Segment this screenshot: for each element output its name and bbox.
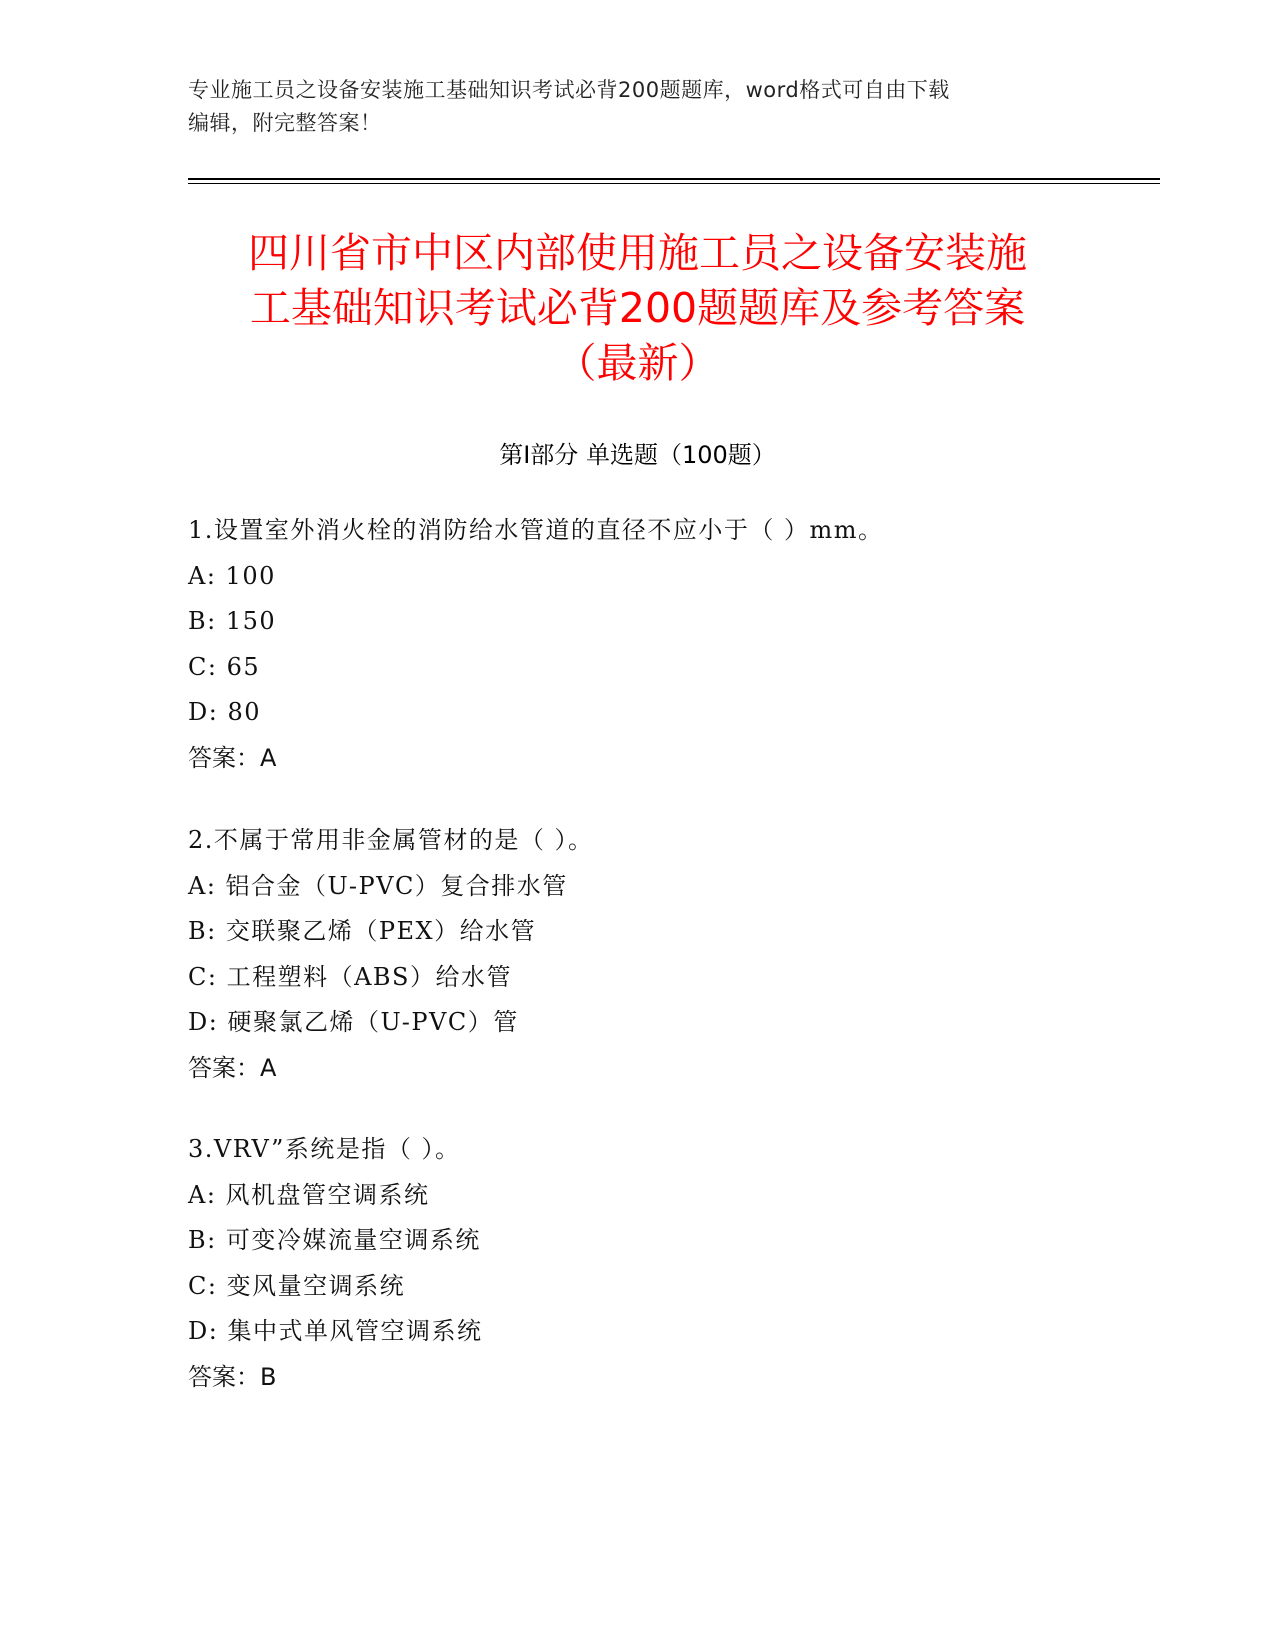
question-stem: 2.不属于常用非金属管材的是（ ）。 [188, 826, 594, 854]
option-d: D: 硬聚氯乙烯（U-PVC）管 [188, 1008, 519, 1036]
section-heading: 第Ⅰ部分 单选题（100题） [499, 441, 776, 469]
option-c: C: 变风量空调系统 [188, 1271, 406, 1300]
answer-line: 答案：A [188, 743, 277, 772]
option-b: B: 150 [188, 607, 277, 635]
option-a: A: 铝合金（U-PVC）复合排水管 [188, 871, 568, 900]
question-stem: 1.设置室外消火栓的消防给水管道的直径不应小于（ ）mm。 [188, 516, 884, 544]
option-b: B: 可变冷媒流量空调系统 [188, 1226, 481, 1254]
option-b: B: 交联聚乙烯（PEX）给水管 [188, 917, 537, 945]
option-a: A: 风机盘管空调系统 [188, 1180, 430, 1209]
option-d: D: 80 [188, 698, 261, 726]
title-line: （最新） [555, 339, 720, 387]
question-block [188, 508, 1148, 781]
question-block [188, 818, 1148, 1091]
header-note-line: 专业施工员之设备安装施工基础知识考试必背200题题库，word格式可自由下载 [188, 78, 950, 102]
option-c: C: 65 [188, 652, 261, 681]
header-divider-thin [188, 183, 1160, 184]
header-note [188, 74, 1068, 140]
option-d: D: 集中式单风管空调系统 [188, 1317, 483, 1345]
title-line: 工基础知识考试必背200题题库及参考答案 [249, 284, 1026, 332]
header-note-line: 编辑，附完整答案！ [188, 111, 382, 135]
document-title [150, 226, 1125, 391]
question-stem: 3.VRV”系统是指（ ）。 [188, 1135, 461, 1163]
answer-line: 答案：B [188, 1362, 277, 1391]
option-c: C: 工程塑料（ABS）给水管 [188, 962, 512, 991]
title-line: 四川省市中区内部使用施工员之设备安装施 [248, 229, 1027, 277]
header-divider-thick [188, 178, 1160, 180]
option-a: A: 100 [188, 561, 276, 590]
question-block [188, 1127, 1148, 1400]
answer-line: 答案：A [188, 1053, 277, 1082]
